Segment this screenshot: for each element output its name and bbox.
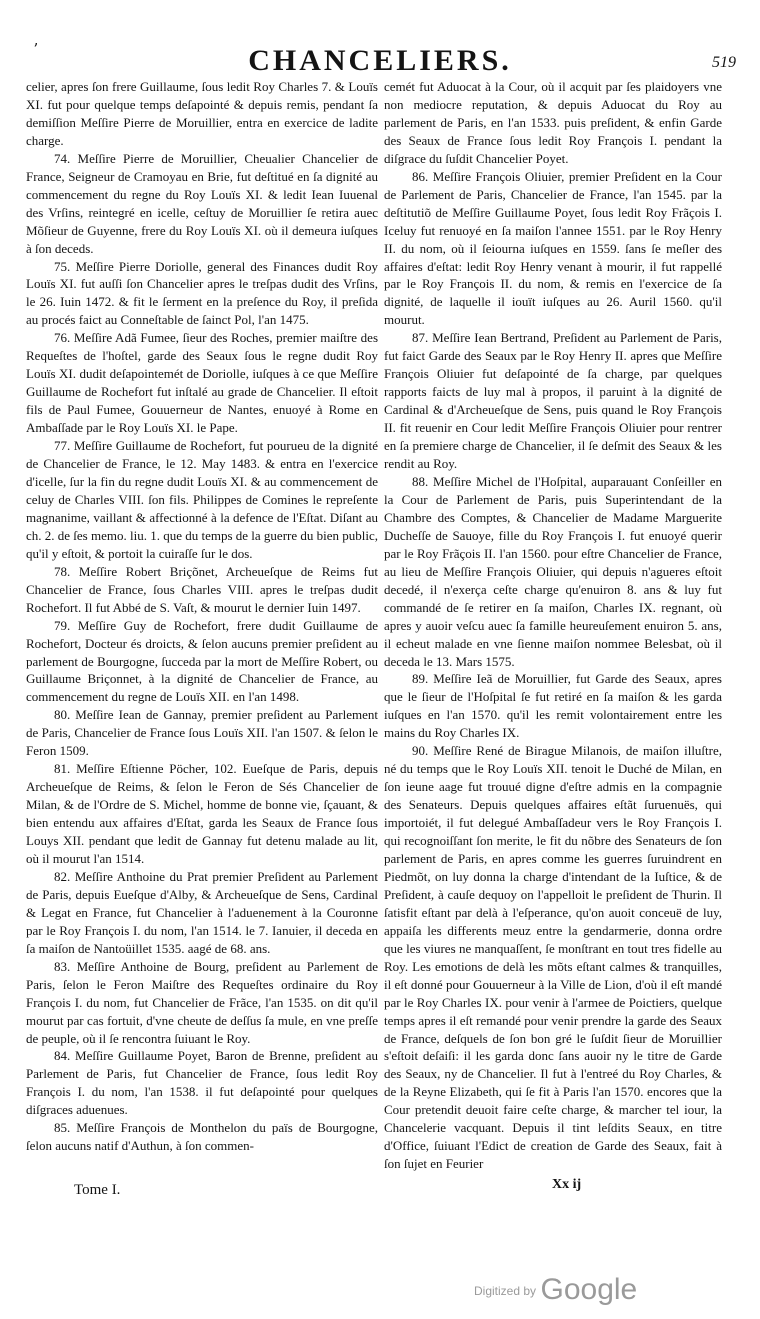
volume-label: Tome I.: [74, 1182, 121, 1198]
google-logo: Google: [540, 1273, 638, 1306]
continued-paragraph: cemét fut Aduocat à la Cour, où il acquit par ſes plaidoyers vne non mediocre reputation, & depuis Aduocat du Roy au parlement de Paris, en l'an 1533. puis preſident, & enfin Garde des Seaux de France ſous ledit Roy François I. pendant la diſgrace du ſuſdit Chancelier Poyet.: [384, 79, 722, 166]
page-number: 519: [712, 54, 736, 71]
signature-mark: Xx ij: [552, 1177, 582, 1192]
chancellor-entry: 87. Meſſire Iean Bertrand, Preſident au Parlement de Paris, fut faict Garde des Seaux par le Roy Henry II. apres que Meſſire François Oliuier fut deſapointé de ſa charge, par quelques rapports faicts de luy mal à propos, il paruint à la dignité de Cardinal & d'Archeueſque de Sens, puis quand le Roy François II. fit reuenir en Cour ledit Meſſire François Oliuier pour rentrer en ſa premiere charge de Chancelier, il ſe deſmit des Seaux & les rendit au Roy.: [384, 330, 722, 472]
chancellor-entry: 84. Meſſire Guillaume Poyet, Baron de Brenne, preſident au Parlement de Paris, fut Chancelier de France, ſous ledit Roy François I. du nom, l'an 1538. il fut deſapointé pour quelques diſgraces aduenues.: [26, 1048, 378, 1118]
right-column: [384, 78, 722, 1173]
continued-paragraph: celier, apres ſon frere Guillaume, ſous ledit Roy Charles 7. & Louïs XI. fut pour quelque temps deſapointé & depuis remis, pendant ſa demiſſion Meſſire Pierre de Moruillier, entra en exercice de ladite charge.: [26, 79, 378, 148]
digitized-by-text: Digitized by: [474, 1284, 537, 1298]
chancellor-entry: 81. Meſſire Eſtienne Pöcher, 102. Eueſque de Paris, depuis Archeueſque de Reims, & ſelon le Feron de Sés Chancelier de Milan, & de l'Ordre de S. Michel, homme de bonne vie, ſçauant, & bien entendu aux affaires d'Eſtat, garda les Seaux de France ſous Louys XII. pendant que ledit de Gannay fut detenu malade au lit, où il mourut l'an 1514.: [26, 761, 378, 866]
chancellor-entry: 79. Meſſire Guy de Rochefort, frere dudit Guillaume de Rochefort, Docteur és droicts, & ſelon aucuns premier preſident au parlement de Bourgogne, ſucceda par la mort de Meſſire Robert, ou Guillaume Briçonnet, à la dignité de Chancelier de France, au commencement du regne de Louïs XII. en l'an 1498.: [26, 617, 378, 705]
chancellor-entry: 80. Meſſire Iean de Gannay, premier preſident au Parlement de Paris, Chancelier de France ſous Louïs XII. l'an 1507. & ſelon le Feron 1509.: [26, 707, 378, 759]
chancellor-entry: 86. Meſſire François Oliuier, premier Preſident en la Cour de Parlement de Paris, Chancelier de France, l'an 1545. par la deſtitutiõ de Meſſire Guillaume Poyet, ſous ledit Roy Frãçois I. Iceluy fut renuoyé en ſa maiſon l'annee 1551. par le Roy Henry II. du nom, où il ſeiourna iuſques en 1559. ſans ſe meſler des affaires d'eſtat: ledit Roy Henry venant à mourir, il fut rappellé par le Roy François II. du nom, & remis en l'exercice de ſa dignité, de laquelle il iouït iuſques au 26. Auril 1560. qu'il mourut.: [384, 168, 722, 328]
chancellor-entry: 78. Meſſire Robert Briçõnet, Archeueſque de Reims fut Chancelier de France, ſous Charles VIII. apres le treſpas dudit Rochefort. Il fut Abbé de S. Vaſt, & mourut le dernier Iuin 1497.: [26, 563, 378, 615]
header-mark: ʼ: [33, 40, 38, 58]
digitized-watermark: [474, 1273, 637, 1307]
chancellor-entry: 90. Meſſire René de Birague Milanois, de maiſon illuſtre, né du temps que le Roy Louïs XII. tenoit le Duché de Milan, en ſon ieune aage fut trouué digne d'eſtre admis en la compagnie des Senateurs. Depuis quelques affaires eſtãt ſuruenuës, qui importoiét, il fut delegué Ambaſſadeur vers le Roy François I. qui recognoiſſant ſon merite, le fit du nõbre des Senateurs de ſon parlement de Paris, en apres comme les guerres ſuruindrent en Piedmõt, on luy donna la charge d'intendant de la Iuſtice, & de Preſident, à cauſe dequoy on l'appelloit le preſident de Thurin. Il ſatisfit eſtant par delà à l'eſperance, qu'on auoit conceuë de luy, appaiſa les differents meuz entre la gendarmerie, donna ordre que les viures ne manquaſſent, ſe monſtrant en tout tres fidelle au Roy. Les emotions de delà les mõts eſtant calmes & tranquilles, il eſt donné pour Gouuerneur à la Ville de Lion, d'où il eſt mandé par le Roy Charles IX. pour venir à l'armee de Poictiers, quelque temps apres il eſt remandé pour venir prendre la garde des Seaux de France, deſquels de ſon bon gré le ſuſdit ſieur de Moruillier s'eſtoit deſaiſi: il les garda donc ſans auoir ny le titre de Garde des Seaux, ny de Chancelier. Il fut à l'entreé du Roy Charles, & de la Reyne Elizabeth, qui ſe fit à Paris l'an 1570. encores que la Cour pretendit deuoit faire ceſte charge, & marcher tel iour, la Chancelerie vacquant. Depuis il tint leſdits Seaux, en titre d'Office, ſuiuant l'Edict de creation de Garde des Seaux, fait à ſon ſujet en Feurier: [384, 743, 722, 1172]
chancellor-entry: 76. Meſſire Adã Fumee, ſieur des Roches, premier maiſtre des Requeſtes de l'hoſtel, garde des Seaux ſous le regne dudit Roy Louïs XI. dudit deſapointemét de Doriolle, iuſques à ce que Meſſire Guillaume de Rochefort fut inſtalé au grade de Chancelier. Il eſtoit fils de Paul Fumee, Gouuerneur de Nantes, enuoyé à Rome en Ambaſſade par le Roy Louïs XI. le Pape.: [26, 330, 378, 436]
chancellor-entry: 82. Meſſire Anthoine du Prat premier Preſident au Parlement de Paris, depuis Eueſque d'Alby, & Archeueſque de Sens, Cardinal & Legat en France, fut Chancelier à l'aduenement à la Couronne par le Roy François I. du nom, l'an 1514. le 7. Ianuier, il deceda en ſa maiſon de Nantoüillet 1535. aagé de 68. ans.: [26, 868, 378, 956]
left-column: [26, 78, 378, 1155]
chancellor-entry: 75. Meſſire Pierre Doriolle, general des Finances dudit Roy Louïs XI. fut auſſi ſon Chancelier apres le treſpas dudit des Vrſins, le 26. Iuin 1472. & fit le ſerment en la preſence du Roy, il preſida au procés faict au Conneſtable de ſainct Pol, l'an 1475.: [26, 258, 378, 328]
chancellor-entry: 88. Meſſire Michel de l'Hoſpital, auparauant Conſeiller en la Cour de Parlement de Paris, puis Superintendant de la Chambre des Comptes, & Chancelier de Madame Marguerite Ducheſſe de Sauoye, fille du Roy François I. fut enuoyé querir par le Roy Frãçois II. l'an 1560. pour eſtre Chancelier de France, au lieu de Meſſire François Oliuier, qui depuis n'agueres eſtoit decedé, il n'exerça ceſte charge qu'enuiron 8. ans & luy fut commandé de ſe retirer en ſa maiſon, Charles IX. regnant, où apres y auoir veſcu auec ſa famille heureuſement enuiron 5. ans, il echeut malade en vne ſienne maiſon nommee Belesbat, où il deceda le 13. Mars 1575.: [384, 473, 722, 669]
chancellor-entry: 85. Meſſire François de Monthelon du païs de Bourgogne, ſelon aucuns natif d'Authun, à ſon commen-: [26, 1120, 378, 1154]
page-title: CHANCELIERS.: [248, 44, 512, 77]
chancellor-entry: 77. Meſſire Guillaume de Rochefort, fut pourueu de la dignité de Chancelier de France, le 12. May 1483. & entra en l'exercice d'icelle, ſur la fin du regne dudit Louïs XI. & au commencement de celuy de Charles VIII. ſon fils. Philippes de Comines le repreſente magnanime, vaillant & affectionné à la defence de l'Eſtat. Diſant au ch. 2. de ſes memo. liu. 1. que du temps de la guerre du bien public, qu'il y eſtoit, & portoit la cuiraſſe ſur le dos.: [26, 438, 378, 561]
chancellor-entry: 74. Meſſire Pierre de Moruillier, Cheualier Chancelier de France, Seigneur de Cramoyau en Brie, fut deſtitué en ſa dignité au commencement du regne du Roy Louïs XI. & ledit Iean Iuuenal des Vrſins, reintegré en icelle, ceſtuy de Moruillier ſe retira auec Mõſieur de Guyenne, frere du Roy Louïs XI. où il demeura iuſques à ſon deceds.: [26, 150, 378, 256]
chancellor-entry: 83. Meſſire Anthoine de Bourg, preſident au Parlement de Paris, ſelon le Feron Maiſtre des Requeſtes ordinaire du Roy François I. du nom, fut Chancelier de Frãce, l'an 1535. on dit qu'il mourut par cas fortuit, d'vne cheute de deſſus ſa mule, en vne preſſe de peuple, où il ſe rencontra ſuiuant le Roy.: [26, 958, 378, 1046]
chancellor-entry: 89. Meſſire Ieã de Moruillier, fut Garde des Seaux, apres que le ſieur de l'Hoſpital ſe fut retiré en ſa maiſon & les garda iuſques en l'an 1570. qu'il les remit volontairement entre les mains du Roy Charles IX.: [384, 671, 722, 741]
